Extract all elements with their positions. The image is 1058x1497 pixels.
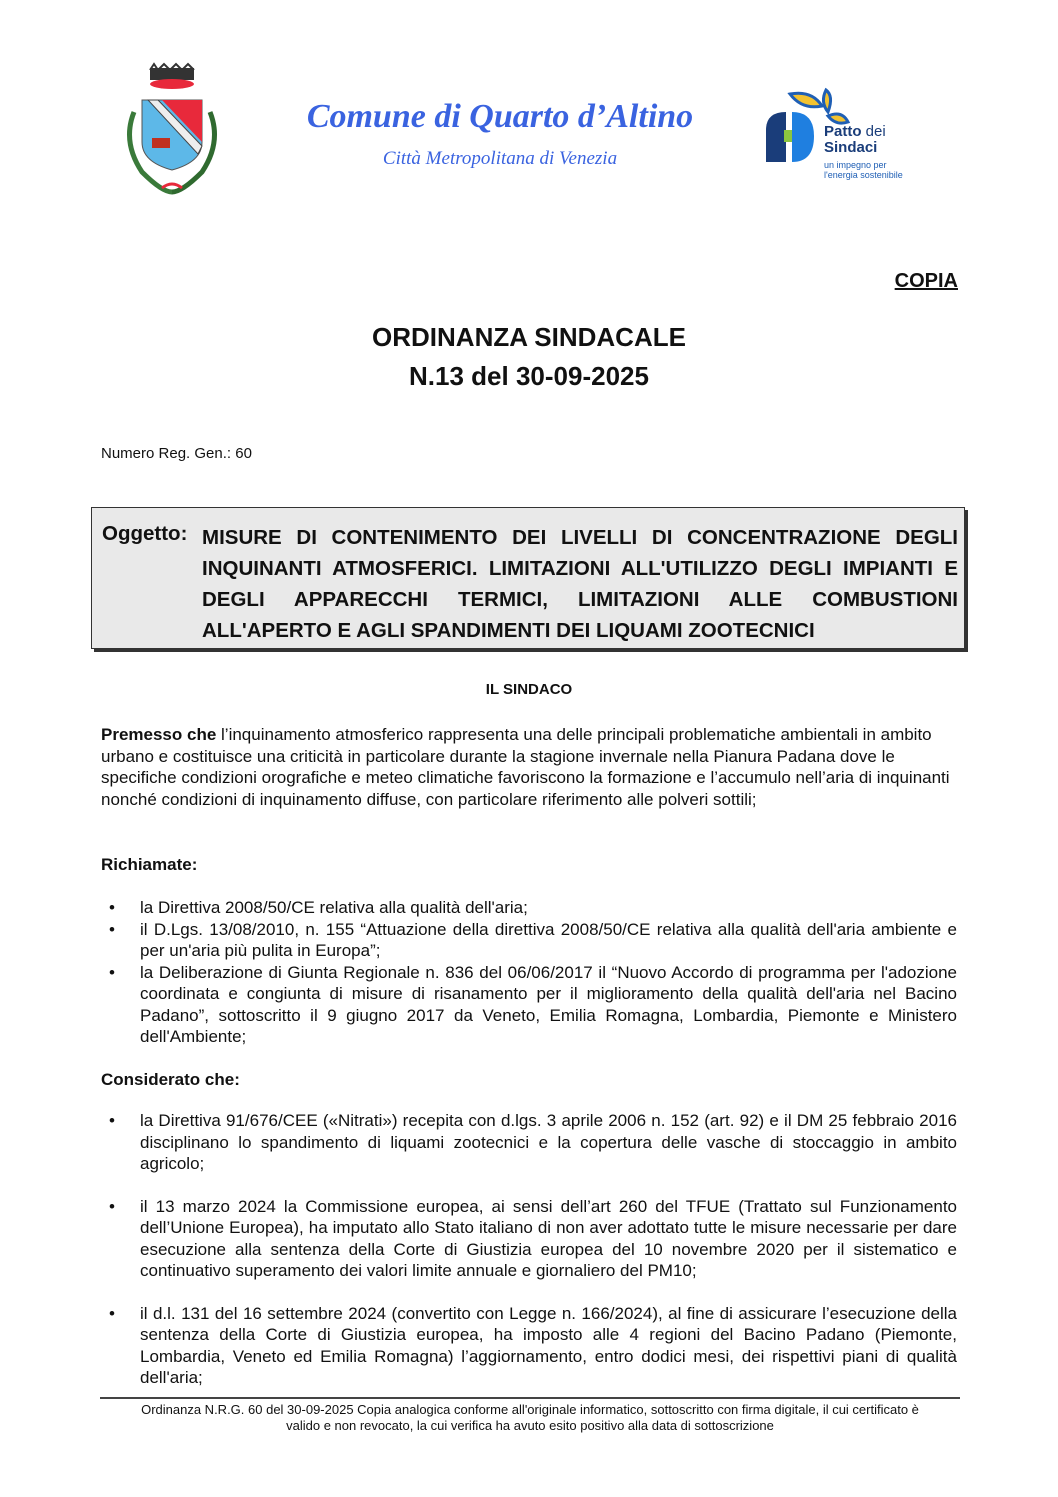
registry-number: Numero Reg. Gen.: 60 bbox=[101, 445, 252, 462]
copy-label: COPIA bbox=[894, 270, 958, 292]
bullet-icon: • bbox=[109, 1111, 115, 1130]
list-item: • la Direttiva 2008/50/CE relativa alla qualità dell'aria; bbox=[109, 898, 528, 917]
list-item: • il 13 marzo 2024 la Commissione europea, ai sensi dell’art 260 del TFUE (Trattato sul Funzionamento dell’Unione Europea), ha imputato allo Stato italiano di non aver adottato tutte le misure necessarie per dare esecuzione alla sentenza della Corte di Giustizia europea del 10 novembre 2020 per il sistematico e continuativo superamento dei valori limite annuale e giornaliero del PM10; bbox=[109, 1196, 957, 1280]
subject-box bbox=[91, 507, 965, 649]
richiamate-heading: Richiamate: bbox=[101, 855, 198, 874]
patto-name-1: Patto bbox=[824, 123, 862, 140]
considerato-heading: Considerato che: bbox=[101, 1070, 240, 1089]
municipality-subtitle: Città Metropolitana di Venezia bbox=[382, 148, 618, 169]
subject-label: Oggetto: bbox=[102, 522, 188, 545]
subject-text: MISURE DI CONTENIMENTO DEI LIVELLI DI CONCENTRAZIONE DEGLI INQUINANTI ATMOSFERICI. LIMITAZIONI ALL'UTILIZZO DEGLI IMPIANTI E DEGLI APPARECCHI TERMICI, LIMITAZIONI ALLE COMBUSTIONI ALL'APERTO E AGLI SPANDIMENTI DEI LIQUAMI ZOOTECNICI bbox=[202, 526, 958, 642]
patto-name-2: Sindaci bbox=[824, 139, 878, 156]
list-item: • il D.Lgs. 13/08/2010, n. 155 “Attuazione della direttiva 2008/50/CE relativa alla qualità dell'aria ambiente e per un'aria più pulita in Europa”; bbox=[109, 919, 957, 960]
patto-dei-sindaci-logo bbox=[762, 86, 912, 196]
bullet-icon: • bbox=[109, 1303, 115, 1323]
footer-divider bbox=[100, 1397, 960, 1399]
considerato-list bbox=[101, 1110, 957, 1410]
ordinance-title: ORDINANZA SINDACALE bbox=[372, 322, 686, 352]
premesso-lead: Premesso che bbox=[101, 725, 217, 744]
list-item: • la Deliberazione di Giunta Regionale n. 836 del 06/06/2017 il “Nuovo Accordo di programma per l'adozione coordinata e congiunta di misure di risanamento per il miglioramento della qualità dell'aria nel Bacino Padano”, sottoscritto il 9 giugno 2017 da Veneto, Emilia Romagna, Lombardia, Piemonte e Ministero dell'Ambiente; bbox=[109, 962, 957, 1046]
premesso-paragraph bbox=[101, 724, 961, 810]
footer-line-1: Ordinanza N.R.G. 60 del 30-09-2025 Copia analogica conforme all'originale informatico, sottoscritto con firma digitale, il cui certificato è bbox=[141, 1402, 919, 1417]
footer-line-2: valido e non revocato, la cui verifica ha avuto esito positivo alla data di sottoscrizione bbox=[286, 1418, 774, 1433]
footer-certification bbox=[100, 1402, 960, 1434]
bullet-icon: • bbox=[109, 962, 115, 982]
patto-name-1b: dei bbox=[865, 123, 886, 140]
patto-tagline-2: l'energia sostenibile bbox=[824, 170, 903, 180]
municipality-name: Comune di Quarto d’Altino bbox=[306, 98, 694, 135]
ordinance-number-date: N.13 del 30-09-2025 bbox=[409, 361, 649, 391]
bullet-icon: • bbox=[109, 898, 115, 917]
bullet-icon: • bbox=[109, 919, 115, 939]
premesso-text: l’inquinamento atmosferico rappresenta una delle principali problematiche ambientali in ambito urbano e costituisce una criticità in particolare durante la stagione invernale nella Pianura Padana dove le specifiche condizioni orografiche e meteo climatiche favoriscono la formazione e l’accumulo nell’aria di inquinanti nonché condizioni di inquinamento diffuse, con particolare riferimento alle polveri sottili; bbox=[101, 725, 950, 809]
richiamate-list bbox=[101, 897, 957, 1048]
list-item: • la Direttiva 91/676/CEE («Nitrati») recepita con d.lgs. 3 aprile 2006 n. 152 (art. 92) e il DM 25 febbraio 2016 disciplinano lo spandimento di liquami zootecnici e la copertura delle vasche di stoccaggio in ambito agricolo; bbox=[109, 1111, 957, 1173]
list-item: • il d.l. 131 del 16 settembre 2024 (convertito con Legge n. 166/2024), al fine di assicurare l’esecuzione della sentenza della Corte di Giustizia europea, ha imposto alle 4 regioni del Bacino Padano (Piemonte, Lombardia, Veneto ed Emilia Romagna) l’aggiornamento, entro dodici mesi, dei rispettivi piani di qualità dell'aria; bbox=[109, 1303, 957, 1387]
authority-heading: IL SINDACO bbox=[485, 681, 573, 698]
patto-tagline-1: un impegno per bbox=[824, 160, 887, 170]
bullet-icon: • bbox=[109, 1196, 115, 1216]
